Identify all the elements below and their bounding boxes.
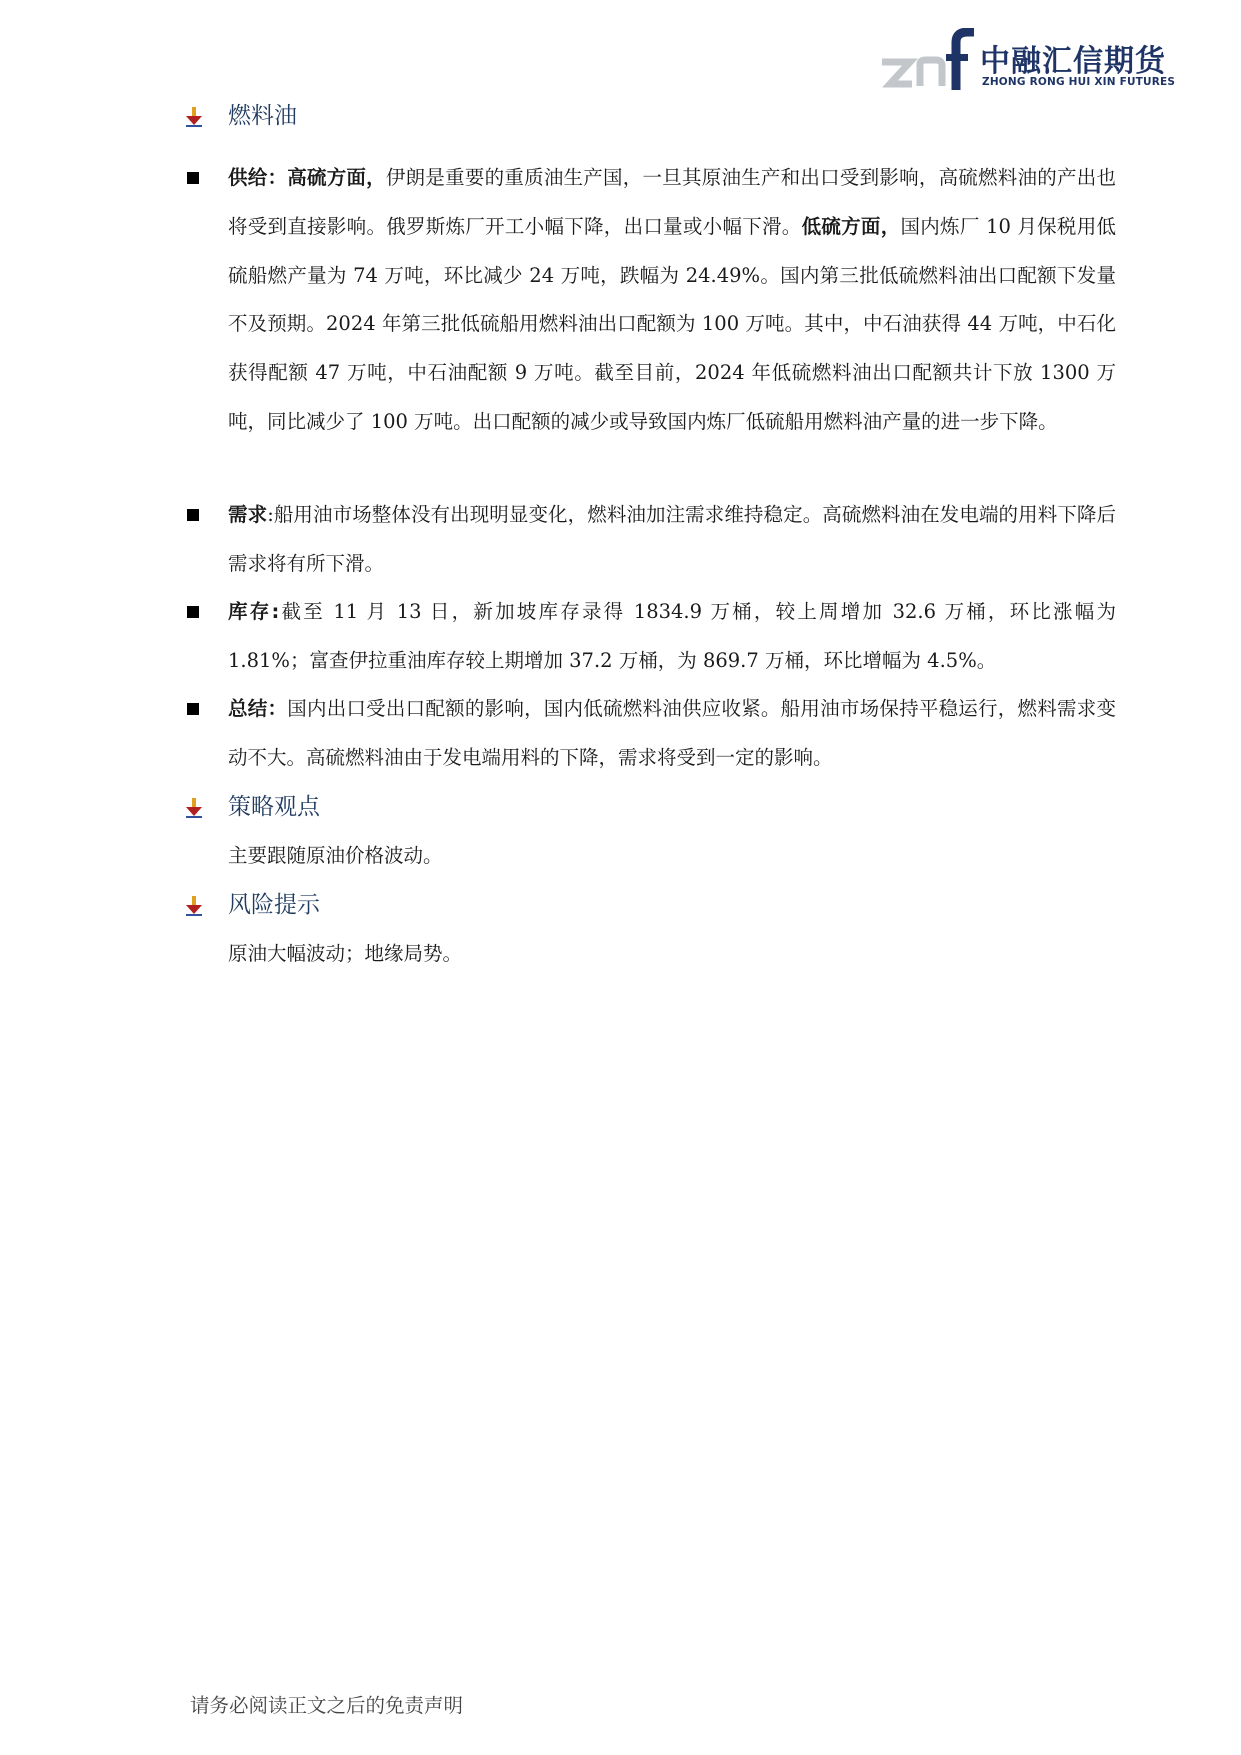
- company-logo: [880, 28, 1176, 92]
- paragraph-inventory: [228, 588, 1116, 686]
- text-segment: 截至 11 月 13 日，新加坡库存录得 1834.9 万桶，较上周增加 32.6 万桶，环比涨幅为 1.81%；富查伊拉重油库存较上期增加 37.2 万桶，为 869.7 万桶，环比增幅为 4.5%。: [228, 600, 1116, 672]
- text-bold: 高硫方面，: [287, 166, 386, 189]
- bullet-square: [187, 606, 199, 618]
- paragraph-supply: [228, 154, 1116, 447]
- text-segment: :船用油市场整体没有出现明显变化，燃料油加注需求维持稳定。高硫燃料油在发电端的用料下降后需求将有所下滑。: [228, 503, 1116, 575]
- bullet-label: 需求: [228, 503, 268, 526]
- text-segment: 国内炼厂 10 月保税用低硫船燃产量为 74 万吨，环比减少 24 万吨，跌幅为 24.49%。国内第三批低硫燃料油出口配额下发量不及预期。2024 年第三批低硫船用燃料油出口配额为 100 万吨。其中，中石油获得 44 万吨，中石化获得配额 47 万吨，中石油配额 9 万吨。截至目前，2024 年低硫燃料油出口配额共计下放 1300 万吨，同比减少了 100 万吨。出口配额的减少或导致国内炼厂低硫船用燃料油产量的进一步下降。: [228, 214, 1116, 433]
- text-bold: 低硫方面，: [801, 214, 901, 238]
- arrow-down-icon: [184, 798, 204, 818]
- paragraph-summary: [228, 685, 1116, 783]
- section-title: 策略观点: [228, 794, 320, 820]
- logo-english-name: ZHONG RONG HUI XIN FUTURES: [982, 76, 1176, 88]
- footer-disclaimer: 请务必阅读正文之后的免责声明: [190, 1694, 464, 1717]
- logo-chinese-name: 中融汇信期货: [980, 44, 1166, 79]
- bullet-label: 总结：: [228, 697, 288, 720]
- bullet-square: [187, 703, 199, 715]
- paragraph-demand: [228, 491, 1116, 589]
- section-title: 燃料油: [228, 103, 297, 129]
- bullet-square: [187, 509, 199, 521]
- section-title: 风险提示: [228, 892, 320, 918]
- arrow-down-icon: [184, 107, 204, 127]
- strategy-text: 主要跟随原油价格波动。: [228, 844, 443, 867]
- znf-logo-mark: [880, 28, 976, 92]
- arrow-down-icon: [184, 896, 204, 916]
- bullet-label: 库存:: [228, 600, 280, 623]
- bullet-square: [187, 172, 199, 184]
- risk-text: 原油大幅波动；地缘局势。: [228, 942, 463, 965]
- text-segment: 国内出口受出口配额的影响，国内低硫燃料油供应收紧。船用油市场保持平稳运行，燃料需求变动不大。高硫燃料油由于发电端用料的下降，需求将受到一定的影响。: [228, 697, 1116, 769]
- bullet-label: 供给：: [228, 166, 288, 189]
- text-segment: 伊朗是重要的重质油生产国，一旦其原油生产和出口受到影响，高硫燃料油的产出也将受到直接影响。俄罗斯炼厂开工小幅下降，出口量或小幅下滑。: [228, 166, 1116, 238]
